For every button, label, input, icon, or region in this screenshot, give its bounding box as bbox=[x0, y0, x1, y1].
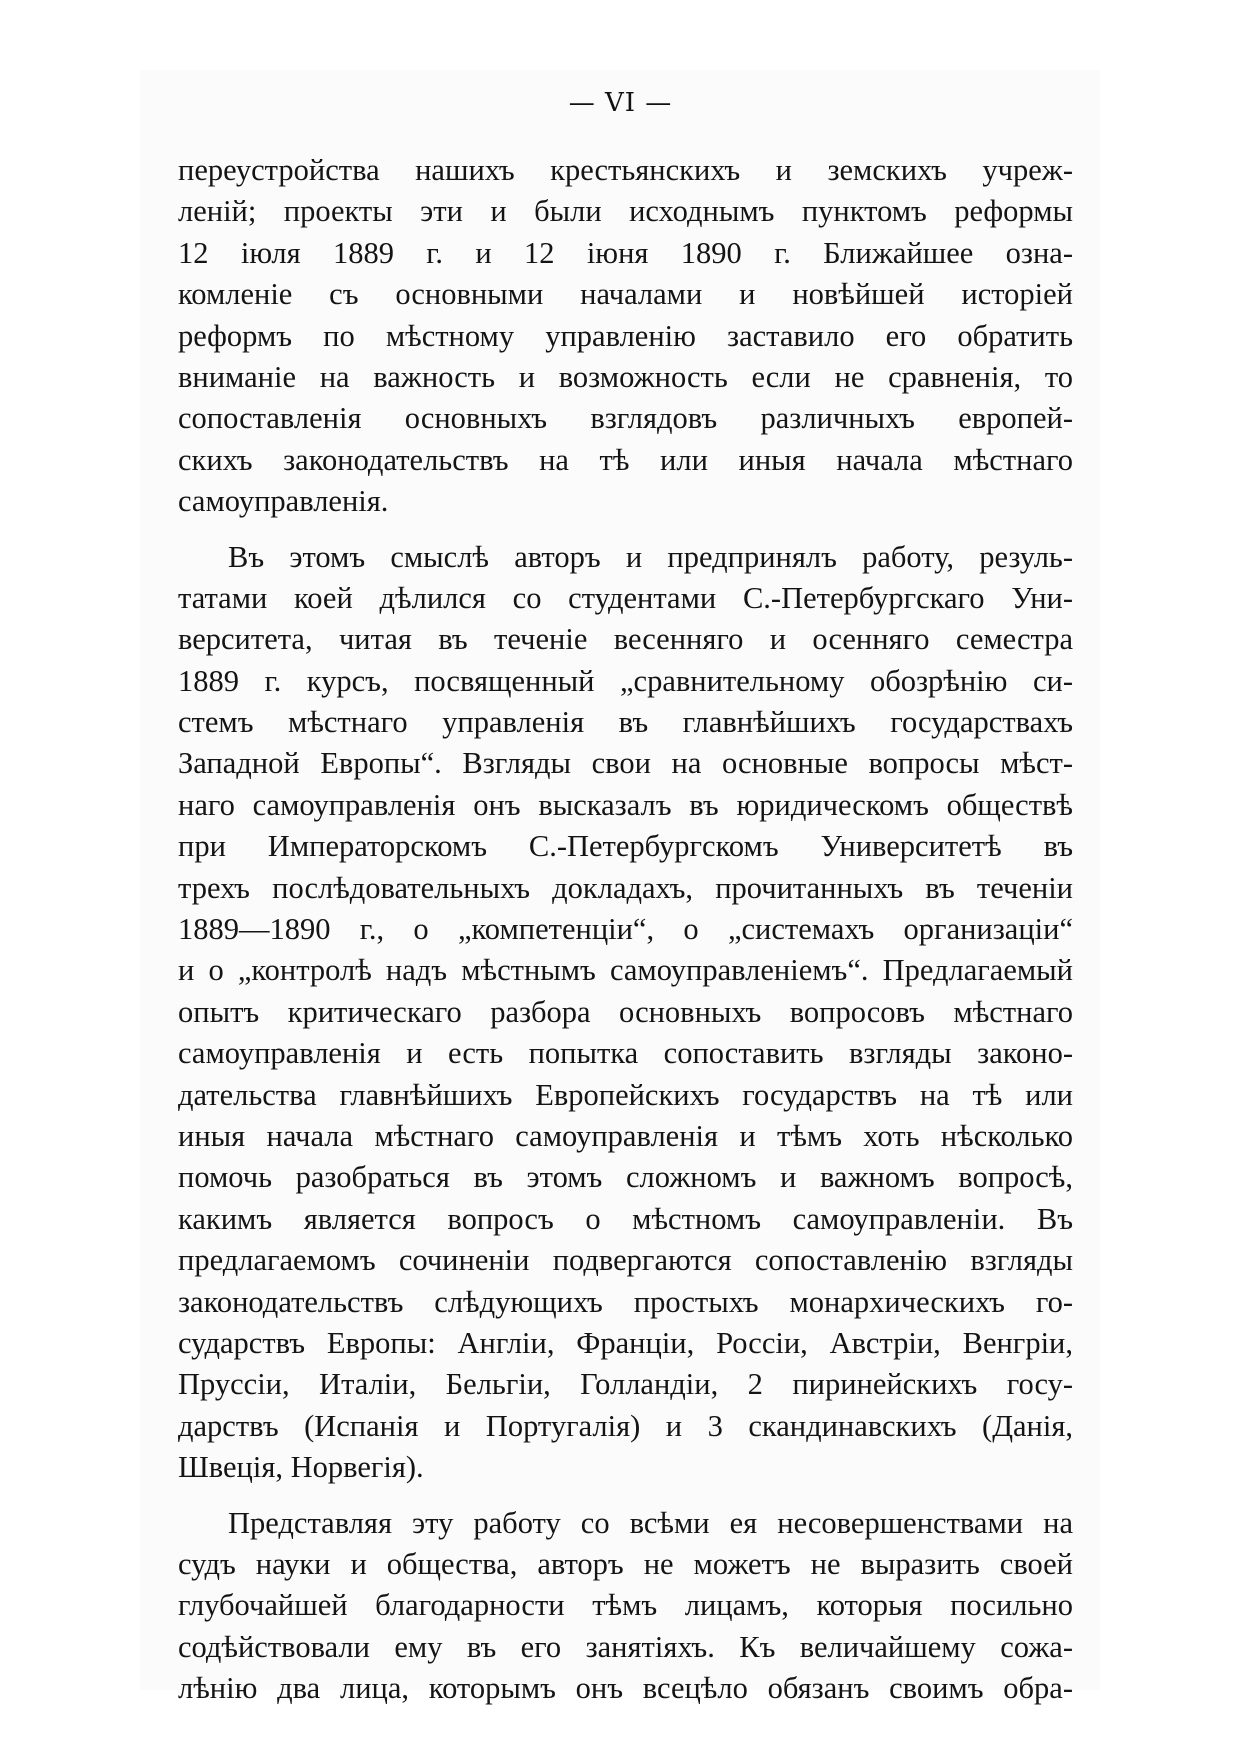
text-line: татами коей дѣлился со студентами С.-Петербургскаго Уни- bbox=[178, 580, 1073, 615]
paragraph-2 bbox=[178, 537, 1073, 1489]
page-number-header: — VI — bbox=[568, 88, 673, 118]
text-line: 12 іюля 1889 г. и 12 іюня 1890 г. Ближайшее озна- bbox=[178, 235, 1073, 270]
text-line: стемъ мѣстнаго управленія въ главнѣйшихъ государствахъ bbox=[178, 705, 1073, 740]
text-line: верситета, читая въ теченіе весенняго и осенняго семестра bbox=[178, 622, 1073, 657]
text-line: иныя начала мѣстнаго самоуправленія и тѣмъ хоть нѣсколько bbox=[178, 1118, 1073, 1153]
text-line: Пруссіи, Италіи, Бельгіи, Голландіи, 2 пиринейскихъ госу- bbox=[178, 1367, 1073, 1402]
text-line: трехъ послѣдовательныхъ докладахъ, прочитанныхъ въ теченіи bbox=[178, 870, 1073, 905]
text-line: комленіе съ основными началами и новѣйшей исторіей bbox=[178, 277, 1073, 312]
text-line: наго самоуправленія онъ высказалъ въ юридическомъ обществѣ bbox=[178, 787, 1073, 822]
body-text bbox=[178, 150, 1073, 1709]
text-line: самоуправленія. bbox=[178, 484, 389, 519]
text-line: переустройства нашихъ крестьянскихъ и земскихъ учреж- bbox=[178, 153, 1073, 187]
text-line: сопоставленія основныхъ взглядовъ различныхъ европей- bbox=[178, 401, 1073, 436]
text-line: Въ этомъ смыслѣ авторъ и предпринялъ работу, резуль- bbox=[228, 539, 1073, 574]
text-line: 1889—1890 г., о „компетенціи“, о „системахъ организаціи“ bbox=[178, 912, 1073, 947]
text-line: предлагаемомъ сочиненіи подвергаются сопоставленію взгляды bbox=[178, 1243, 1073, 1278]
text-line: дательства главнѣйшихъ Европейскихъ государствъ на тѣ или bbox=[178, 1077, 1073, 1112]
text-line: помочь разобраться въ этомъ сложномъ и важномъ вопросѣ, bbox=[178, 1160, 1073, 1195]
text-line: судъ науки и общества, авторъ не можетъ не выразить своей bbox=[178, 1546, 1073, 1581]
paragraph-gap bbox=[178, 1489, 1073, 1503]
text-line: вниманіе на важность и возможность если не сравненія, то bbox=[178, 359, 1073, 394]
text-line: самоуправленія и есть попытка сопоставить взгляды законо- bbox=[178, 1036, 1073, 1071]
text-line: глубочайшей благодарности тѣмъ лицамъ, которыя посильно bbox=[178, 1588, 1073, 1623]
paragraph-3 bbox=[178, 1503, 1073, 1710]
text-line: и о „контролѣ надъ мѣстнымъ самоуправленіемъ“. Предлагаемый bbox=[178, 953, 1073, 988]
text-line: 1889 г. курсъ, посвященный „сравнительному обозрѣнію си- bbox=[178, 663, 1073, 698]
text-line: Швеція, Норвегія). bbox=[178, 1450, 424, 1485]
text-line: леній; проекты эти и были исходнымъ пунктомъ реформы bbox=[178, 194, 1073, 229]
text-line: Представляя эту работу со всѣми ея несовершенствами на bbox=[228, 1505, 1073, 1540]
text-line: при Императорскомъ С.-Петербургскомъ Университетѣ въ bbox=[178, 829, 1073, 864]
text-line: сударствъ Европы: Англіи, Франціи, Россіи, Австріи, Венгріи, bbox=[178, 1325, 1073, 1360]
text-line: лѣнію два лица, которымъ онъ всецѣло обязанъ своимъ обра- bbox=[178, 1671, 1073, 1706]
text-line: Западной Европы“. Взгляды свои на основные вопросы мѣст- bbox=[178, 746, 1073, 781]
text-line: скихъ законодательствъ на тѣ или иныя начала мѣстнаго bbox=[178, 442, 1073, 477]
text-line: содѣйствовали ему въ его занятіяхъ. Къ величайшему сожа- bbox=[178, 1629, 1073, 1664]
text-line: дарствъ (Испанія и Португалія) и 3 скандинавскихъ (Данія, bbox=[178, 1408, 1073, 1443]
text-line: законодательствъ слѣдующихъ простыхъ монархическихъ го- bbox=[178, 1284, 1073, 1319]
paragraph-gap bbox=[178, 523, 1073, 537]
text-line: какимъ является вопросъ о мѣстномъ самоуправленіи. Въ bbox=[178, 1201, 1073, 1236]
text-line: реформъ по мѣстному управленію заставило его обратить bbox=[178, 318, 1073, 353]
text-line: опытъ критическаго разбора основныхъ вопросовъ мѣстнаго bbox=[178, 994, 1073, 1029]
paragraph-1 bbox=[178, 150, 1073, 523]
